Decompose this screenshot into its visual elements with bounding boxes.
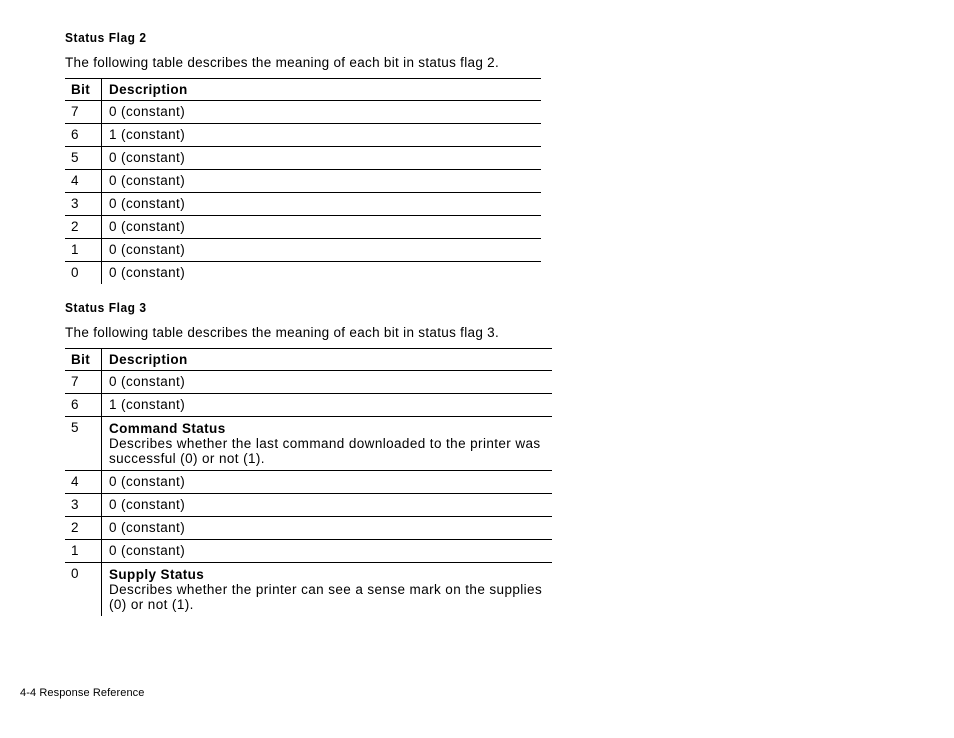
- section-title-status-flag-2: Status Flag 2: [65, 30, 147, 45]
- status-flag-2-table: [65, 78, 541, 284]
- description-cell: 0 (constant): [109, 497, 186, 512]
- description-cell: 1 (constant): [109, 127, 186, 142]
- bit-cell: 4: [65, 170, 102, 193]
- description-cell: 0 (constant): [109, 474, 186, 489]
- bit-cell: 0: [65, 262, 102, 285]
- header-bit: Bit: [65, 349, 102, 371]
- description-cell: 0 (constant): [109, 265, 186, 280]
- bit-cell: 6: [65, 394, 102, 417]
- bit-cell: 5: [65, 147, 102, 170]
- bit-cell: 1: [65, 239, 102, 262]
- description-cell: 0 (constant): [109, 242, 186, 257]
- table-row: [65, 371, 552, 394]
- command-status-title: Command Status: [109, 421, 226, 436]
- description-cell: 0 (constant): [109, 150, 186, 165]
- table-row: [65, 101, 541, 124]
- intro-status-flag-2: The following table describes the meaning of each bit in status flag 2.: [65, 55, 500, 70]
- bit-cell: 5: [65, 417, 102, 471]
- table-row: [65, 417, 552, 471]
- table-row: [65, 471, 552, 494]
- bit-cell: 0: [65, 563, 102, 617]
- table-row: [65, 394, 552, 417]
- table-row: [65, 563, 552, 617]
- table-row: [65, 147, 541, 170]
- supply-status-text: Describes whether the printer can see a sense mark on the supplies (0) or not (1).: [109, 582, 543, 612]
- table-row: [65, 262, 541, 285]
- table-row: [65, 124, 541, 147]
- description-cell: [102, 417, 553, 471]
- table-row: [65, 517, 552, 540]
- table-row: [65, 216, 541, 239]
- section-title-status-flag-3: Status Flag 3: [65, 300, 147, 315]
- description-cell: [102, 563, 553, 617]
- table-row: [65, 540, 552, 563]
- bit-cell: 7: [65, 371, 102, 394]
- header-description: Description: [109, 82, 188, 97]
- bit-cell: 1: [65, 540, 102, 563]
- bit-cell: 4: [65, 471, 102, 494]
- command-status-text: Describes whether the last command downloaded to the printer was successful (0) or not (1).: [109, 436, 541, 466]
- intro-status-flag-3: The following table describes the meaning of each bit in status flag 3.: [65, 325, 500, 340]
- table-header-row: [65, 349, 552, 371]
- description-cell: 0 (constant): [109, 104, 186, 119]
- table-row: [65, 193, 541, 216]
- bit-cell: 3: [65, 193, 102, 216]
- table-row: [65, 494, 552, 517]
- header-description: Description: [109, 352, 188, 367]
- bit-cell: 6: [65, 124, 102, 147]
- description-cell: 0 (constant): [109, 520, 186, 535]
- table-row: [65, 239, 541, 262]
- description-cell: 0 (constant): [109, 543, 186, 558]
- table-row: [65, 170, 541, 193]
- description-cell: 0 (constant): [109, 374, 186, 389]
- page-footer: 4-4 Response Reference: [20, 687, 145, 699]
- bit-cell: 3: [65, 494, 102, 517]
- description-cell: 0 (constant): [109, 196, 186, 211]
- supply-status-title: Supply Status: [109, 567, 205, 582]
- bit-cell: 2: [65, 517, 102, 540]
- description-cell: 0 (constant): [109, 173, 186, 188]
- header-bit: Bit: [65, 79, 102, 101]
- description-cell: 0 (constant): [109, 219, 186, 234]
- status-flag-3-table: [65, 348, 552, 616]
- table-header-row: [65, 79, 541, 101]
- description-cell: 1 (constant): [109, 397, 186, 412]
- bit-cell: 7: [65, 101, 102, 124]
- bit-cell: 2: [65, 216, 102, 239]
